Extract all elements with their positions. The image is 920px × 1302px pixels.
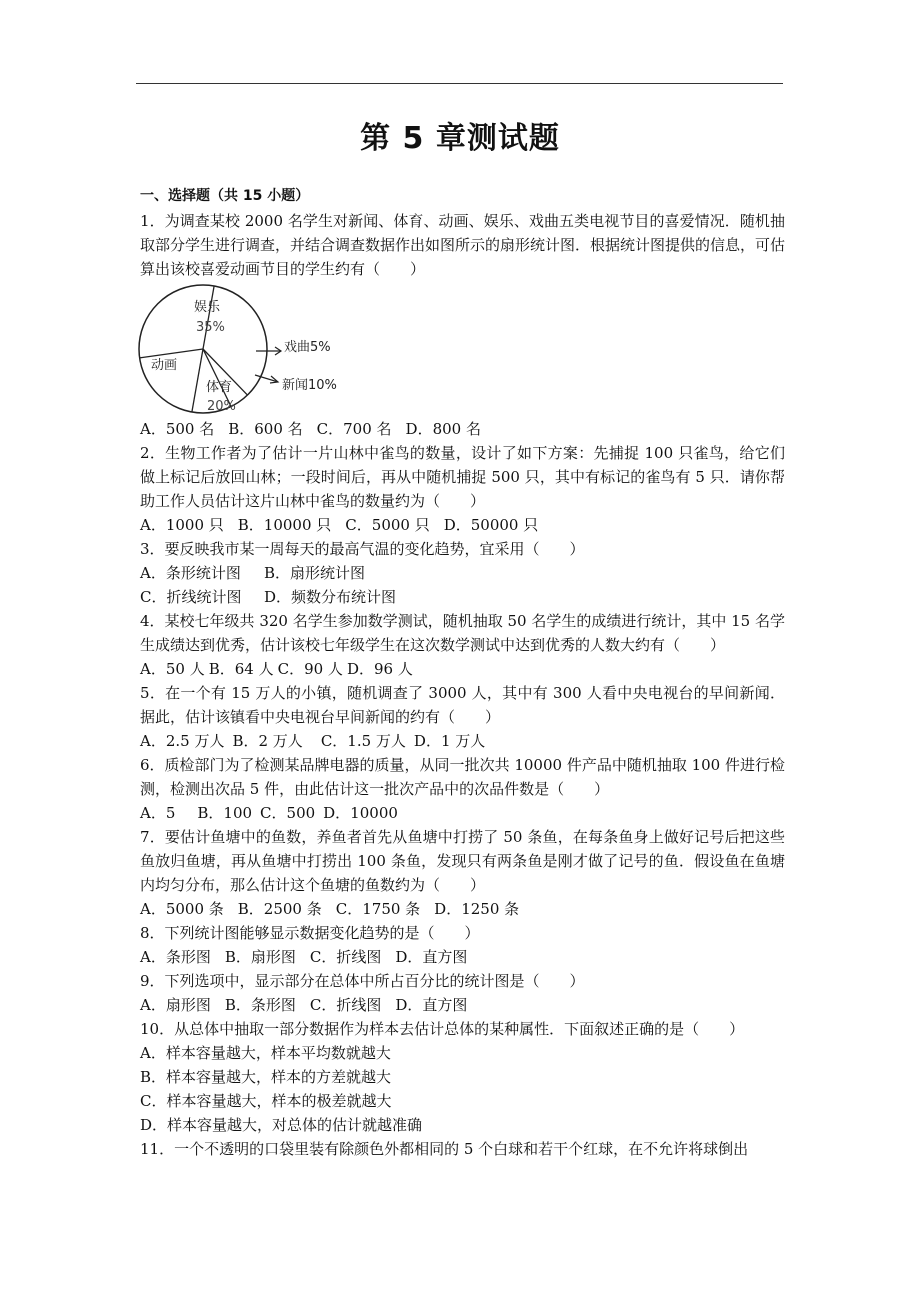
slice-label-animation: 动画 <box>151 358 178 373</box>
option-a[interactable]: A．条形统计图 <box>140 564 241 582</box>
question-6-options <box>140 801 785 825</box>
option-a[interactable]: A．5 <box>140 804 176 822</box>
question-8-options <box>140 945 785 969</box>
option-b[interactable]: B．扇形统计图 <box>264 564 366 582</box>
option-a[interactable]: A．2.5 万人 <box>140 732 225 750</box>
slice-boundary-动画 <box>140 349 203 358</box>
question-8: 8．下列统计图能够显示数据变化趋势的是（ ） <box>140 924 480 942</box>
option-b[interactable]: B．条形图 <box>224 996 296 1014</box>
option-d[interactable]: D．直方图 <box>395 948 468 966</box>
option-c[interactable]: C．折线图 <box>309 996 382 1014</box>
page-title: 第 5 章测试题 <box>360 121 560 156</box>
question-9-options <box>140 993 785 1017</box>
option-b[interactable]: B．2 万人 <box>232 732 303 750</box>
question-7-options <box>140 897 785 921</box>
question-10: 10．从总体中抽取一部分数据作为样本去估计总体的某种属性．下面叙述正确的是（ ） <box>140 1020 745 1038</box>
option-b[interactable]: B．10000 只 <box>237 516 332 534</box>
slice-pct-entertainment: 35% <box>196 320 225 335</box>
question-4-options <box>140 657 785 681</box>
option-a[interactable]: A．条形图 <box>140 948 211 966</box>
option-d[interactable]: D．800 名 <box>405 420 481 438</box>
pie-chart <box>138 283 368 415</box>
question-2-options <box>140 513 785 537</box>
option-c[interactable]: C．5000 只 <box>345 516 430 534</box>
question-4: 4．某校七年级共 320 名学生参加数学测试，随机抽取 50 名学生的成绩进行统计，其中 15 名学生成绩达到优秀，估计该校七年级学生在这次数学测试中达到优秀的人数大约有（ ） <box>140 612 785 654</box>
option-c[interactable]: C．折线统计图 <box>140 588 242 606</box>
slice-boundary-新闻 <box>203 349 231 407</box>
question-list <box>140 183 785 1161</box>
option-c[interactable]: C．折线图 <box>309 948 382 966</box>
slice-pct-sports: 20% <box>207 399 236 414</box>
option-b[interactable]: B．2500 条 <box>237 900 322 918</box>
question-5: 5．在一个有 15 万人的小镇，随机调查了 3000 人，其中有 300 人看中央电视台的早间新闻．据此，估计该镇看中央电视台早间新闻的约有（ ） <box>140 684 785 726</box>
option-b[interactable]: B．600 名 <box>228 420 303 438</box>
question-1: 1．为调查某校 2000 名学生对新闻、体育、动画、娱乐、戏曲五类电视节目的喜爱情况．随机抽取部分学生进行调查，并结合调查数据作出如图所示的扇形统计图．根据统计图提供的信息，可估算出该校喜爱动画节目的学生约有（ ） <box>140 212 786 278</box>
slice-label-entertainment: 娱乐 <box>194 300 221 315</box>
question-9: 9．下列选项中，显示部分在总体中所占百分比的统计图是（ ） <box>140 972 585 990</box>
option-c[interactable]: C．90 人 <box>277 660 343 678</box>
option-d[interactable]: D．1250 条 <box>434 900 520 918</box>
question-11: 11．一个不透明的口袋里装有除颜色外都相同的 5 个白球和若干个红球，在不允许将球倒出 <box>140 1140 749 1158</box>
question-3: 3．要反映我市某一周每天的最高气温的变化趋势，宜采用（ ） <box>140 540 585 558</box>
question-2: 2．生物工作者为了估计一片山林中雀鸟的数量，设计了如下方案：先捕捉 100 只雀鸟，给它们做上标记后放回山林；一段时间后，再从中随机捕捉 500 只，其中有标记的雀鸟有 5 只．请你帮助工作人员估计这片山林中雀鸟的数量约为（ ） <box>140 444 785 510</box>
question-3-options-row2 <box>140 585 785 609</box>
question-5-options <box>140 729 785 753</box>
question-7: 7．要估计鱼塘中的鱼数，养鱼者首先从鱼塘中打捞了 50 条鱼，在每条鱼身上做好记号后把这些鱼放归鱼塘，再从鱼塘中打捞出 100 条鱼，发现只有两条鱼是刚才做了记号的鱼．假设鱼在鱼塘内均匀分布，那么估计这个鱼塘的鱼数约为（ ） <box>140 828 785 894</box>
option-a[interactable]: A．扇形图 <box>140 996 211 1014</box>
option-a[interactable]: A．500 名 <box>140 420 215 438</box>
option-d[interactable]: D．96 人 <box>346 660 413 678</box>
slice-label-news: 新闻10% <box>282 378 337 393</box>
option-c[interactable]: C．样本容量越大，样本的极差就越大 <box>140 1092 392 1110</box>
option-a[interactable]: A．50 人 <box>140 660 205 678</box>
question-6: 6．质检部门为了检测某品牌电器的质量，从同一批次共 10000 件产品中随机抽取 100 件进行检测，检测出次品 5 件，由此估计这一批次产品中的次品件数是（ ） <box>140 756 785 798</box>
question-1-options <box>140 417 785 441</box>
pie-chart-svg <box>138 283 368 415</box>
option-d[interactable]: D．样本容量越大，对总体的估计就越准确 <box>140 1116 423 1134</box>
option-c[interactable]: C．1750 条 <box>335 900 421 918</box>
question-3-options-row1 <box>140 561 785 585</box>
option-a[interactable]: A．5000 条 <box>140 900 224 918</box>
option-c[interactable]: C．1.5 万人 <box>320 732 406 750</box>
option-b[interactable]: B．100 <box>197 804 253 822</box>
option-d[interactable]: D．10000 <box>323 804 398 822</box>
section-heading: 一、选择题（共 15 小题） <box>140 188 310 204</box>
option-d[interactable]: D．频数分布统计图 <box>264 588 397 606</box>
option-b[interactable]: B．64 人 <box>208 660 274 678</box>
slice-boundary-娱乐 <box>203 286 214 349</box>
option-a[interactable]: A．1000 只 <box>140 516 224 534</box>
option-b[interactable]: B．扇形图 <box>224 948 296 966</box>
option-c[interactable]: C．700 名 <box>316 420 392 438</box>
option-a[interactable]: A．样本容量越大，样本平均数就越大 <box>140 1044 391 1062</box>
slice-label-opera: 戏曲5% <box>284 340 331 355</box>
slice-boundary-体育 <box>192 349 203 412</box>
option-c[interactable]: C．500 <box>260 804 316 822</box>
header-rule <box>136 83 783 84</box>
option-d[interactable]: D．50000 只 <box>443 516 539 534</box>
slice-label-sports: 体育 <box>206 380 233 395</box>
option-d[interactable]: D．1 万人 <box>413 732 486 750</box>
option-b[interactable]: B．样本容量越大，样本的方差就越大 <box>140 1068 392 1086</box>
option-d[interactable]: D．直方图 <box>395 996 468 1014</box>
